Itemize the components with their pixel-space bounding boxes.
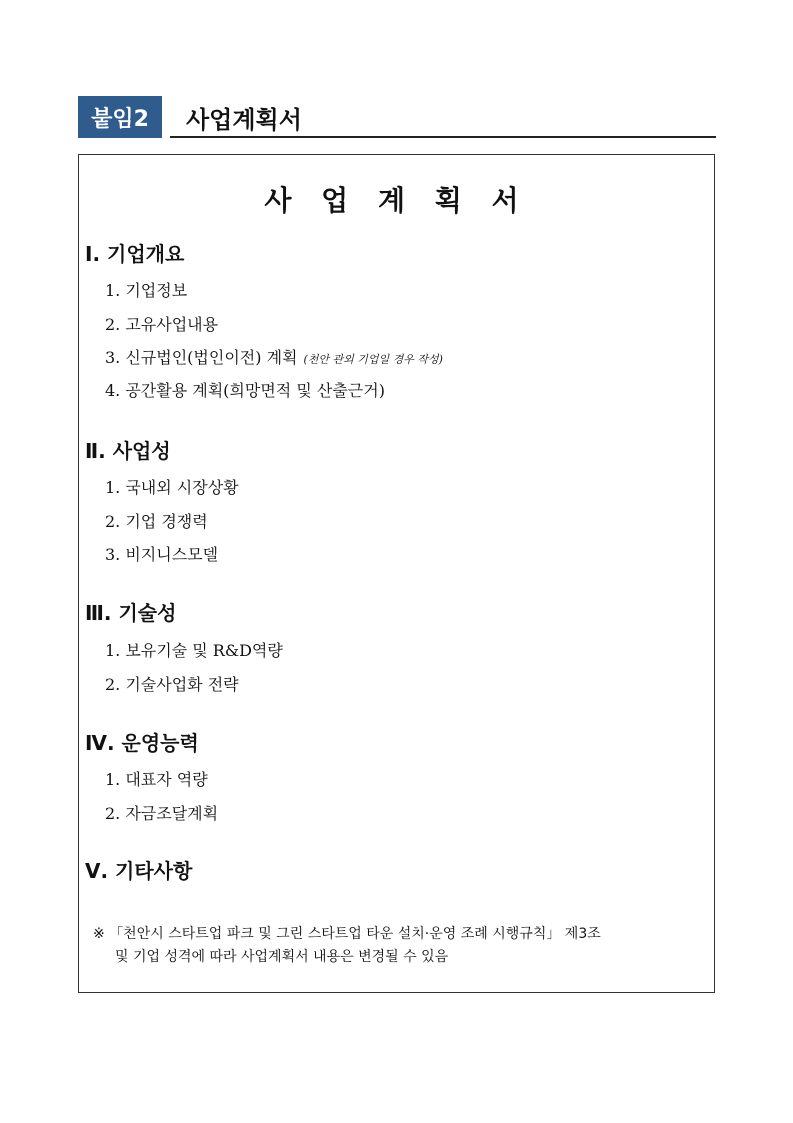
list-item-note: (천안 관외 기업일 경우 작성)	[303, 353, 443, 366]
list-item: 1. 대표자 역량	[105, 770, 208, 789]
section-other	[85, 858, 192, 884]
section-technology	[85, 600, 176, 626]
section-company-overview	[85, 241, 184, 267]
header-underline	[170, 136, 716, 138]
section-title: Ⅴ. 기타사항	[85, 859, 193, 883]
list-item: 2. 기업 경쟁력	[105, 512, 208, 531]
document-title: 사 업 계 획 서	[264, 184, 529, 217]
list-item	[105, 348, 443, 370]
list-item: 1. 국내외 시장상황	[105, 478, 239, 497]
footnote	[93, 923, 601, 969]
list-item: 2. 기술사업화 전략	[105, 675, 239, 694]
section-operations	[85, 730, 199, 756]
list-item: 1. 보유기술 및 R&D역량	[105, 641, 283, 660]
section-title: Ⅰ. 기업개요	[85, 242, 185, 266]
attachment-tag: 붙임2	[78, 96, 162, 138]
list-item: 4. 공간활용 계획(희망면적 및 산출근거)	[105, 381, 385, 400]
section-title: Ⅱ. 사업성	[85, 439, 171, 463]
list-item-text: 3. 신규법인(법인이전) 계획	[105, 348, 298, 367]
attachment-header	[78, 96, 716, 140]
footnote-line-1: ※ 「천안시 스타트업 파크 및 그린 스타트업 타운 설치·운영 조례 시행규칙」 제3조	[93, 926, 601, 942]
section-business	[85, 438, 171, 464]
list-item: 2. 자금조달계획	[105, 804, 219, 823]
business-plan-box	[78, 154, 715, 993]
section-title: Ⅲ. 기술성	[85, 601, 177, 625]
list-item: 2. 고유사업내용	[105, 315, 219, 334]
list-item: 1. 기업정보	[105, 281, 188, 300]
list-item: 3. 비지니스모델	[105, 545, 219, 564]
section-title: Ⅳ. 운영능력	[85, 731, 199, 755]
header-title: 사업계획서	[186, 106, 302, 134]
footnote-line-2: 및 기업 성격에 따라 사업계획서 내용은 변경될 수 있음	[115, 949, 449, 965]
